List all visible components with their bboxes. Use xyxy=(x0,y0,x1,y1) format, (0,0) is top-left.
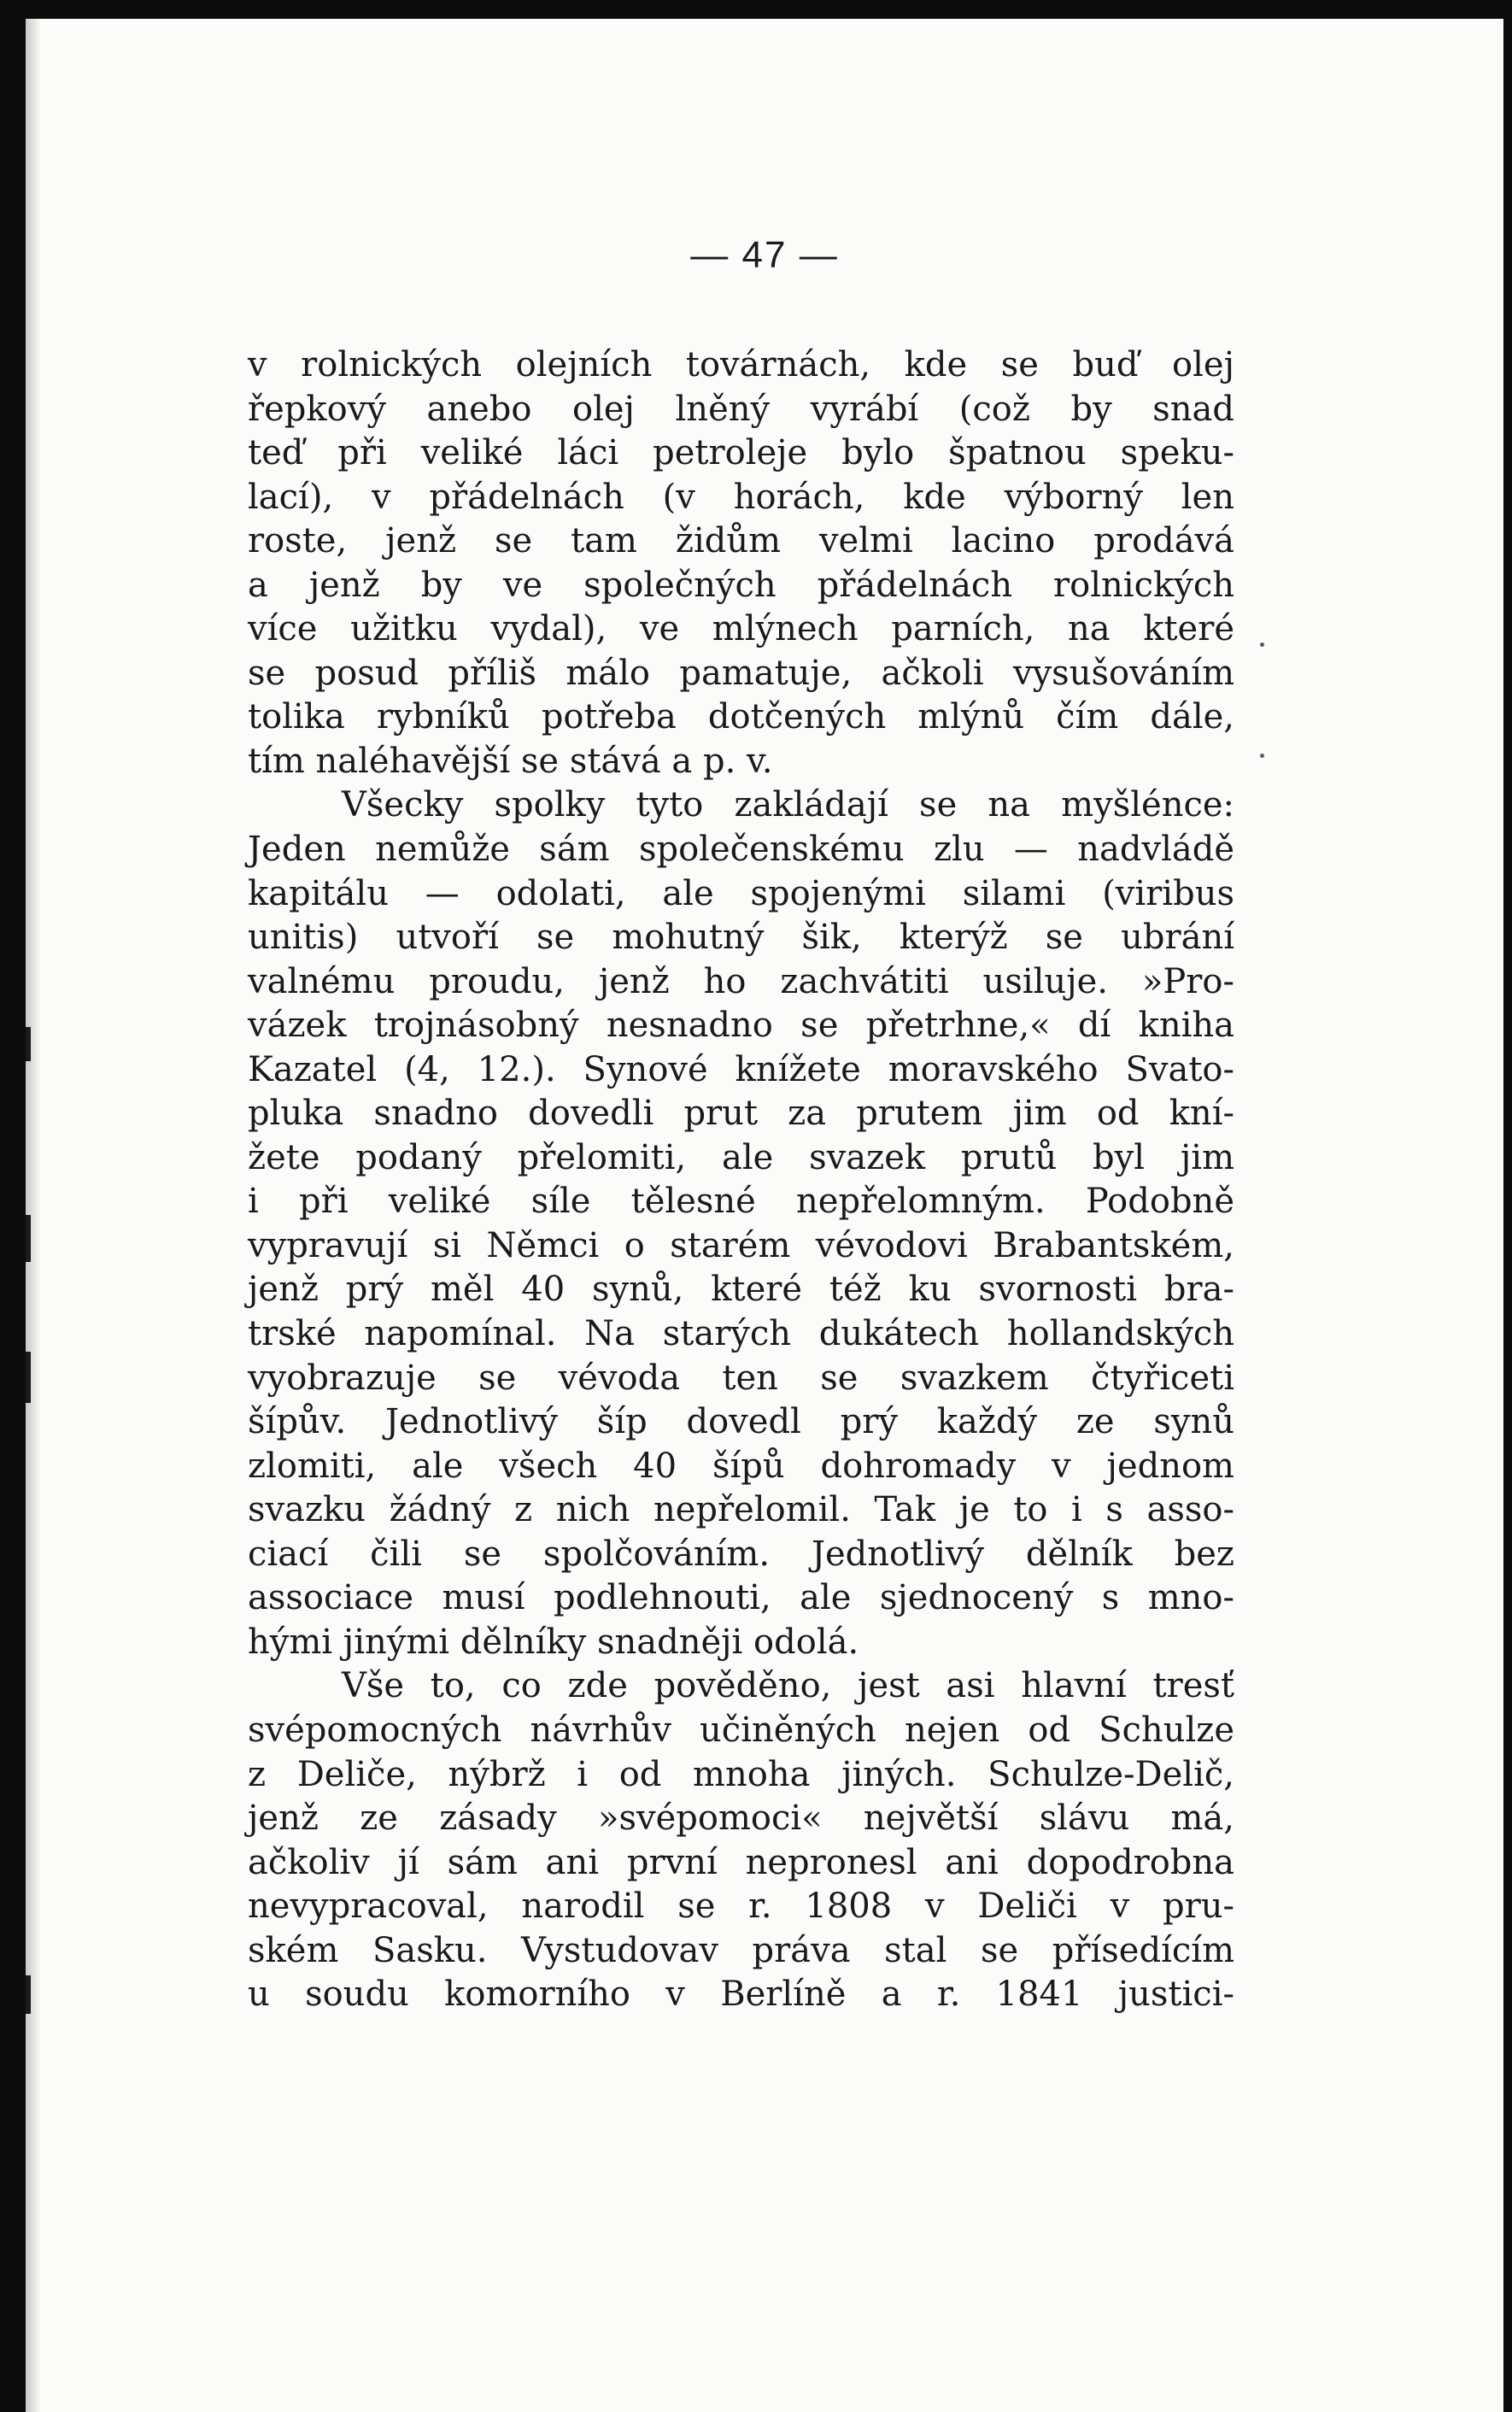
text-line: tím naléhavější se stává a p. v. xyxy=(248,741,773,781)
dust-speck xyxy=(1260,643,1264,647)
text-line: se posud příliš málo pamatuje, ačkoli vysušováním xyxy=(248,653,1234,693)
text-line: ačkoliv jí sám ani první nepronesl ani dopodrobna xyxy=(248,1842,1234,1882)
text-line: svazku žádný z nich nepřelomil. Tak je to i s asso- xyxy=(248,1490,1234,1530)
text-line: Jeden nemůže sám společenskému zlu — nadvládě xyxy=(248,830,1234,870)
body-text xyxy=(248,343,1234,2017)
text-line: a jenž by ve společných přádelnách rolnických xyxy=(248,565,1234,605)
margin-mark xyxy=(26,1975,31,2014)
text-line: žete podaný přelomiti, ale svazek prutů byl jim xyxy=(248,1137,1234,1177)
paragraph xyxy=(248,1664,1234,2016)
text-line: pluka snadno dovedli prut za prutem jim od kní- xyxy=(248,1094,1234,1134)
text-line: v rolnických olejních továrnách, kde se buď olej xyxy=(248,345,1234,384)
text-line: řepkový anebo olej lněný vyrábí (což by snad xyxy=(248,389,1234,429)
text-line: unitis) utvoří se mohutný šik, kterýž se ubrání xyxy=(248,918,1234,958)
text-line: Vše to, co zde pověděno, jest asi hlavní tresť xyxy=(342,1666,1234,1706)
text-line: teď při veliké láci petroleje bylo špatnou speku- xyxy=(248,433,1234,473)
text-line: jenž prý měl 40 synů, které též ku svornosti bra- xyxy=(248,1270,1234,1310)
paragraph xyxy=(248,783,1234,1664)
margin-mark xyxy=(26,1352,31,1403)
text-line: Kazatel (4, 12.). Synové knížete moravského Svato- xyxy=(248,1049,1234,1089)
text-line: lací), v přádelnách (v horách, kde výborný len xyxy=(248,477,1234,517)
text-line: nevypracoval, narodil se r. 1808 v Deliči v pru- xyxy=(248,1887,1234,1927)
text-line: zlomiti, ale všech 40 šípů dohromady v jednom xyxy=(248,1446,1234,1486)
text-line: ciací čili se spolčováním. Jednotlivý dělník bez xyxy=(248,1534,1234,1574)
text-line: valnému proudu, jenž ho zachvátiti usiluje. »Pro- xyxy=(248,961,1234,1001)
margin-mark xyxy=(26,1027,31,1061)
margin-mark xyxy=(26,1215,31,1262)
book-page xyxy=(26,19,1503,2412)
text-line: u soudu komorního v Berlíně a r. 1841 justici- xyxy=(248,1975,1234,2015)
text-line: ském Sasku. Vystudovav práva stal se přísedícím xyxy=(248,1930,1234,1970)
text-line: šípův. Jednotlivý šíp dovedl prý každý ze synů xyxy=(248,1402,1234,1442)
dust-speck xyxy=(1260,754,1264,758)
paragraph xyxy=(248,343,1234,783)
text-line: roste, jenž se tam židům velmi lacino prodává xyxy=(248,521,1234,561)
text-line: associace musí podlehnouti, ale sjednocený s mno- xyxy=(248,1578,1234,1618)
text-line: vázek trojnásobný nesnadno se přetrhne,« dí kniha xyxy=(248,1006,1234,1046)
text-line: tolika rybníků potřeba dotčených mlýnů čím dále, xyxy=(248,697,1234,737)
text-line: svépomocných návrhův učiněných nejen od Schulze xyxy=(248,1710,1234,1750)
text-line: Všecky spolky tyto zakládají se na myšlénce: xyxy=(342,785,1234,825)
text-line: hými jinými dělníky snadněji odolá. xyxy=(248,1622,859,1662)
text-line: jenž ze zásady »svépomoci« největší slávu má, xyxy=(248,1799,1234,1839)
text-line: vypravují si Němci o starém vévodovi Brabantském, xyxy=(248,1225,1234,1265)
text-line: trské napomínal. Na starých dukátech hollandských xyxy=(248,1314,1234,1354)
text-line: více užitku vydal), ve mlýnech parních, na které xyxy=(248,609,1234,649)
text-line: z Deliče, nýbrž i od mnoha jiných. Schulze-Delič, xyxy=(248,1754,1234,1794)
text-line: vyobrazuje se vévoda ten se svazkem čtyřiceti xyxy=(248,1358,1234,1398)
page-number: — 47 — xyxy=(690,234,839,276)
text-line: kapitálu — odolati, ale spojenými silami (viribus xyxy=(248,873,1234,913)
text-line: i při veliké síle tělesné nepřelomným. Podobně xyxy=(248,1182,1234,1222)
